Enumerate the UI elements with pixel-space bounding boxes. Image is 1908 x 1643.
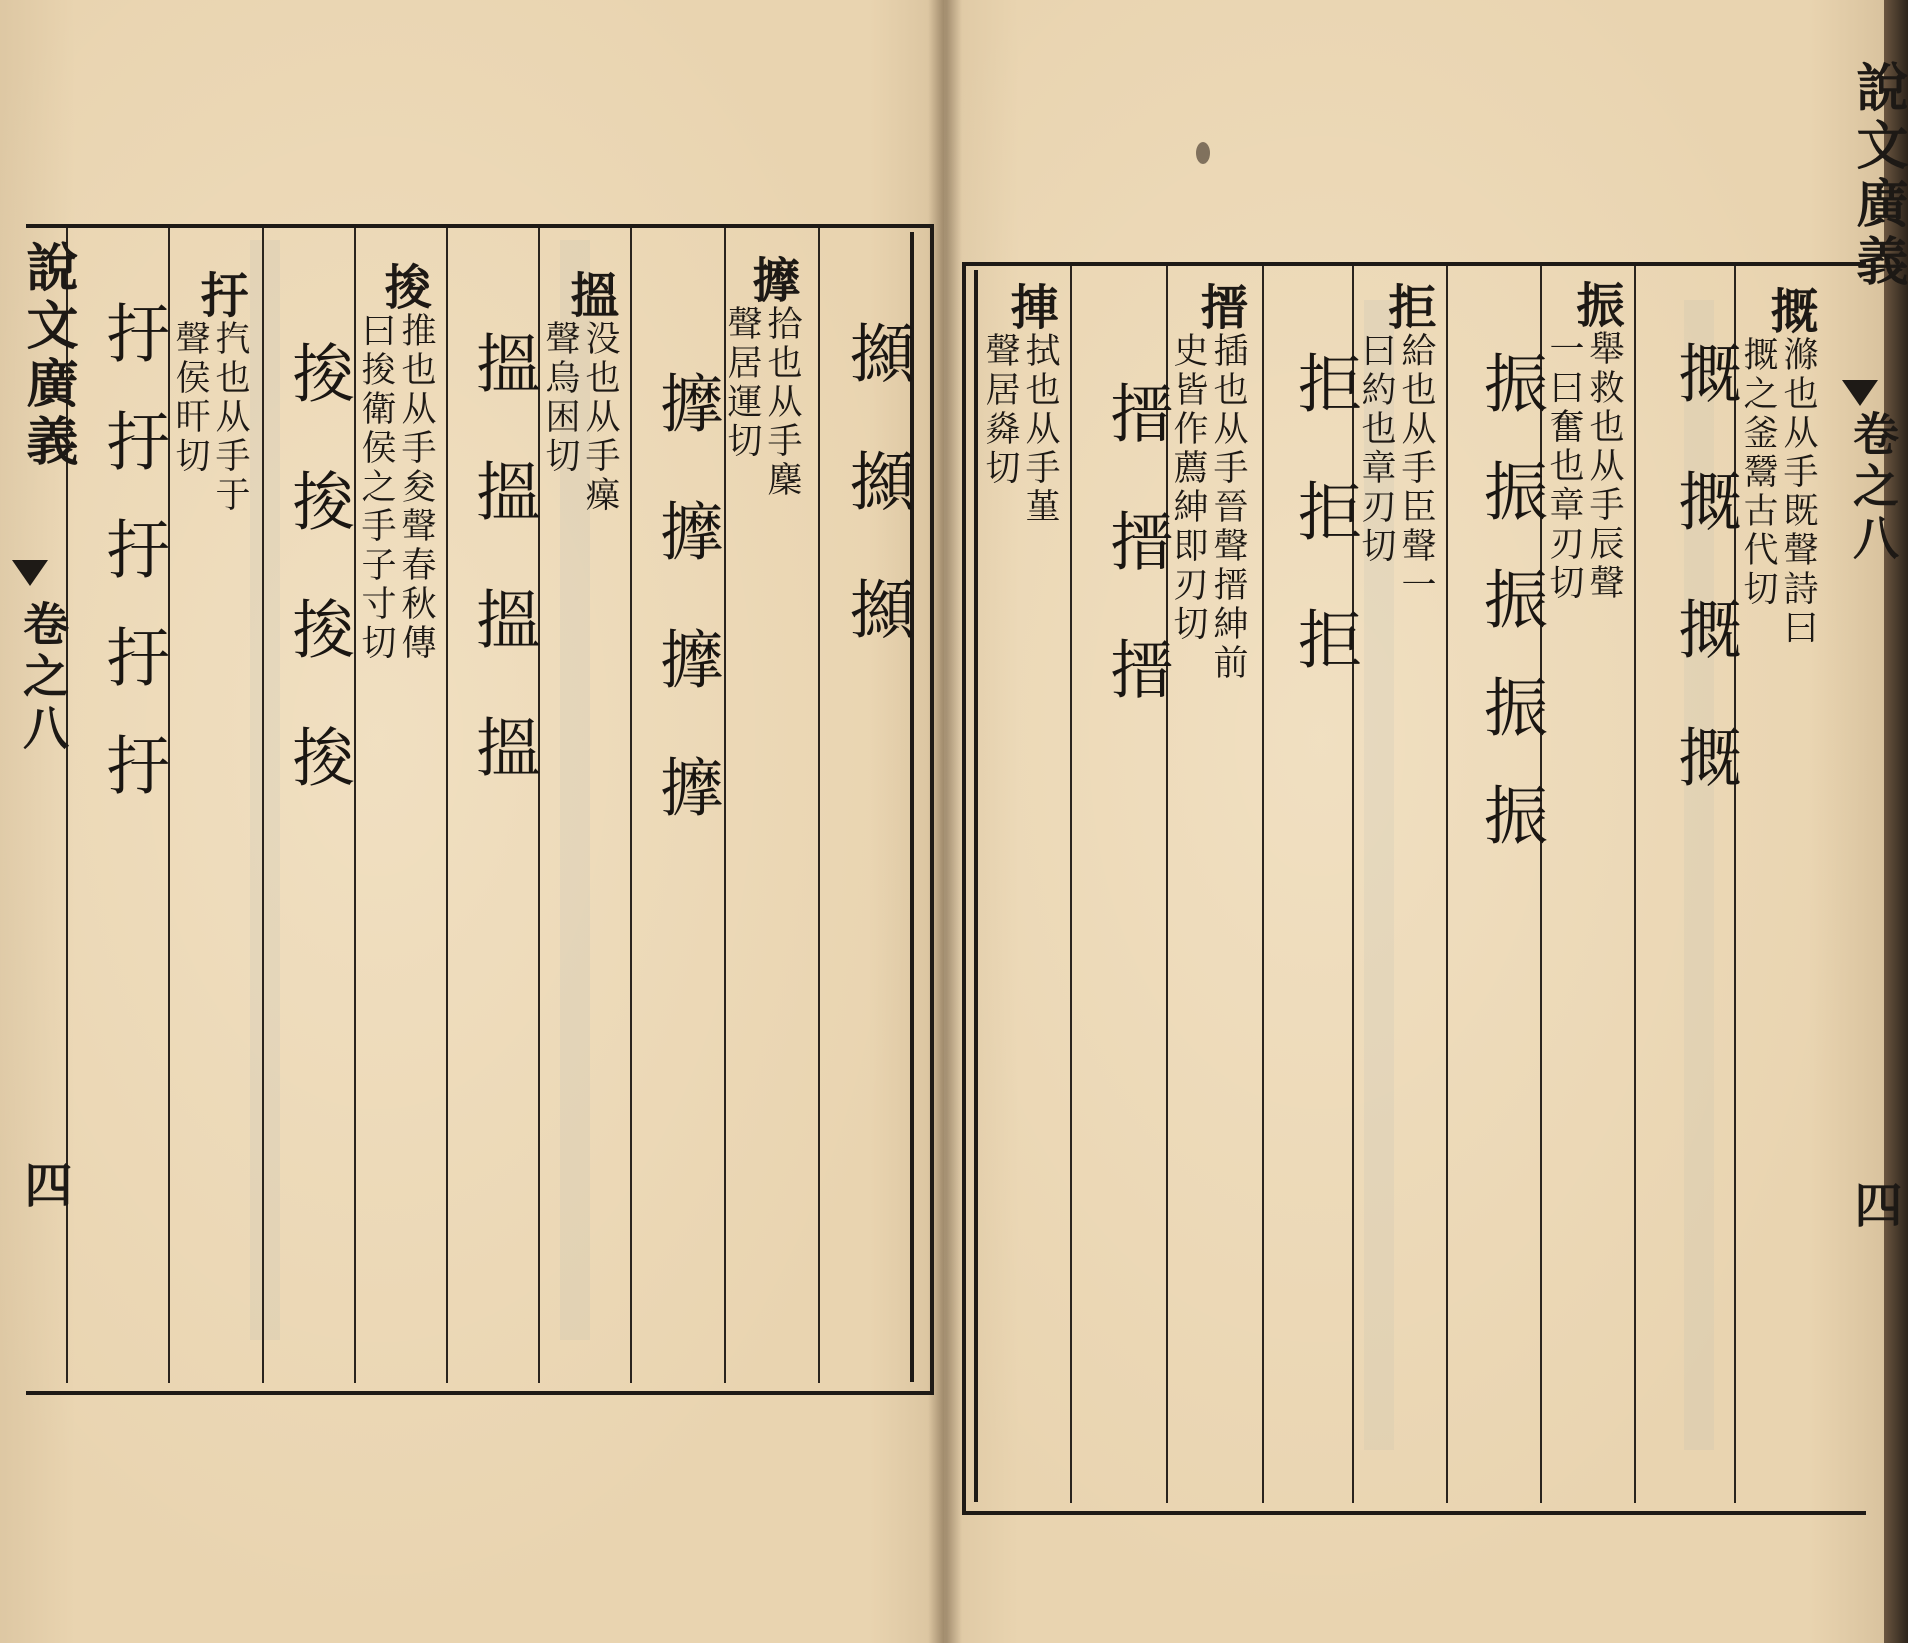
ink-spot <box>1196 142 1210 164</box>
entry-gloss: 舉救也从手辰聲 一曰奮也章刃切 <box>1544 330 1624 603</box>
entry-gloss: 插也从手晉聲搢紳前 史皆作薦紳即刃切 <box>1168 332 1248 683</box>
entry-headword: 扜 <box>192 270 248 320</box>
column-rule <box>262 228 264 1383</box>
centerline-title: 說文廣義 <box>1847 60 1908 292</box>
column-rule <box>1262 266 1264 1503</box>
centerline-title: 說文廣義 <box>17 240 78 472</box>
entry-headword: 捘 <box>376 262 432 312</box>
seal-forms: 搵搵搵搵 <box>465 330 539 842</box>
column-rule <box>446 228 448 1383</box>
column-rule <box>818 228 820 1383</box>
entry-headword: 搢 <box>1192 282 1248 332</box>
seal-forms: 搢搢搢 <box>1099 380 1173 764</box>
seal-forms: 㩪㩪㩪 <box>839 320 913 704</box>
entry-gloss: 拭也从手堇 聲居㷠切 <box>980 332 1060 527</box>
entry-gloss: 㧉也从手于 聲侯旰切 <box>170 320 250 515</box>
entry-gloss: 推也从手夋聲春秋傳 曰捘衛侯之手子寸切 <box>356 312 436 663</box>
fishtail-mark <box>1842 380 1878 406</box>
right-frame-inner-rule <box>974 270 978 1502</box>
entry-gloss: 給也从手臣聲一 曰約也章刃切 <box>1356 332 1436 605</box>
entry-gloss: 拾也从手麇 聲居運切 <box>722 305 802 500</box>
seal-forms: 振振振振振 <box>1473 350 1547 890</box>
entry-gloss: 没也从手㿋 聲烏困切 <box>540 320 620 515</box>
seal-forms: 摡摡摡摡 <box>1667 340 1741 852</box>
entry-headword: 振 <box>1568 280 1624 330</box>
column-rule <box>1446 266 1448 1503</box>
centerline-volume: 卷之八 <box>1846 410 1900 566</box>
column-rule <box>1634 266 1636 1503</box>
entry-headword: 摡 <box>1762 286 1818 336</box>
folio-number: 四 <box>1846 1180 1902 1228</box>
fishtail-mark <box>12 560 48 586</box>
entry-headword: 擵 <box>744 255 800 305</box>
entry-headword: 搵 <box>562 270 618 320</box>
column-rule <box>630 228 632 1383</box>
seal-forms: 扜扜扜扜扜 <box>95 300 169 840</box>
entry-headword: 捙 <box>1002 282 1058 332</box>
seal-forms: 擵擵擵擵 <box>649 370 723 882</box>
entry-headword: 拒 <box>1380 282 1436 332</box>
column-rule <box>1070 266 1072 1503</box>
entry-gloss: 滌也从手既聲詩曰 摡之釜鬵古代切 <box>1738 336 1818 648</box>
folio-number: 四 <box>16 1160 72 1208</box>
seal-forms: 捘捘捘捘 <box>281 340 355 852</box>
seal-forms: 拒拒拒 <box>1287 350 1361 734</box>
centerline-volume: 卷之八 <box>16 600 70 756</box>
